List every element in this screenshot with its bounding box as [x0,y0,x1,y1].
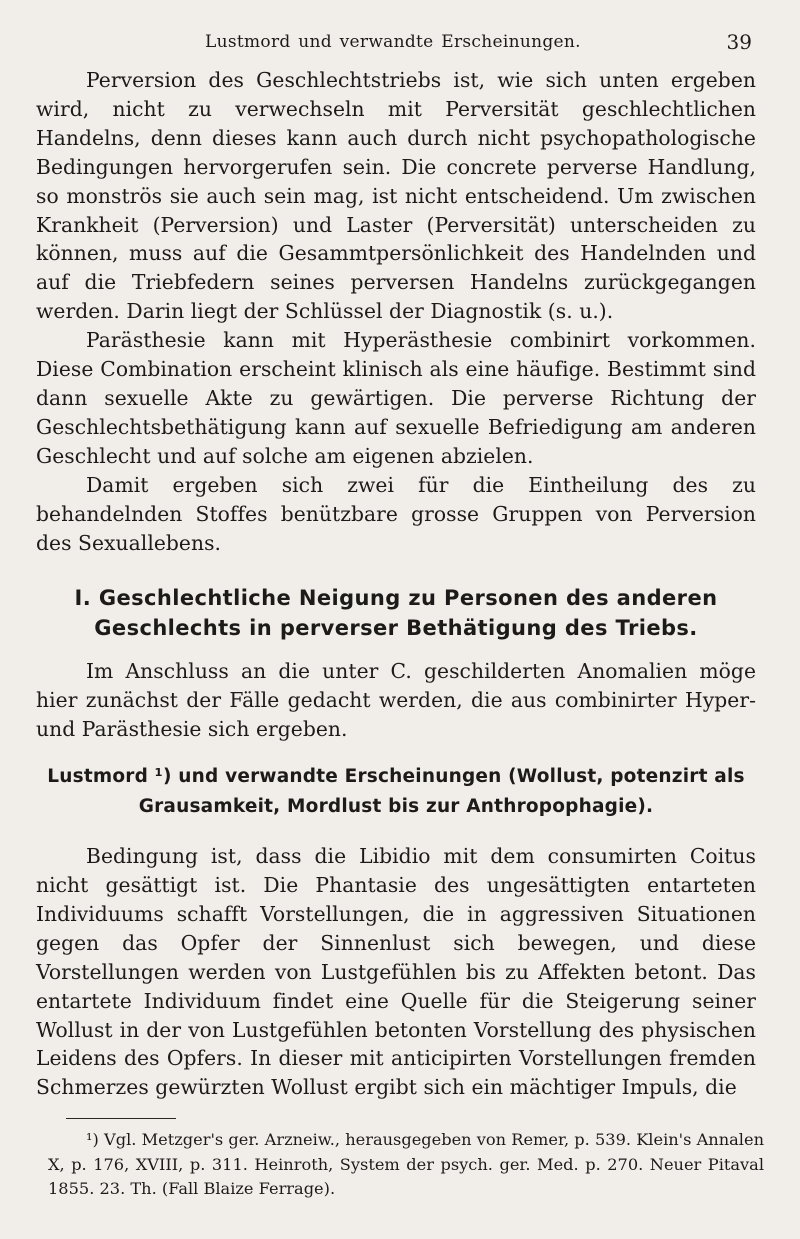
subsection-heading: Lustmord ¹) und verwandte Erscheinungen (Wollust, potenzirt als Grausamkeit, Mordlust bis zur Anthropophagie). [47,766,745,818]
paragraph: Bedingung ist, dass die Libidio mit dem consumirten Coitus nicht gesättigt ist. Die Phantasie des ungesättigten entarteten Individuums schafft Vorstellungen, die in aggressiven Situationen gegen das Opfer der Sinnenlust sich bewegen, und diese Vorstellungen werden von Lustgefühlen bis zu Affekten betont. Das entartete Individuum findet eine Quelle für die Steigerung seiner Wollust in der von Lustgefühlen betonten Vorstellung des physischen Leidens des Opfers. In dieser mit anticipirten Vorstellungen fremden Schmerzes gewürzten Wollust ergibt sich ein mächtiger Impuls, die [36,844,756,1100]
footnote-divider [66,1118,176,1119]
paragraph: Im Anschluss an die unter C. geschilderten Anomalien möge hier zunächst der Fälle gedacht werden, die aus combinirter Hyper- und Parästhesie sich ergeben. [36,659,756,742]
section-heading: I. Geschlechtliche Neigung zu Personen des anderen Geschlechts in perverser Bethätigung des Triebs. [74,586,718,641]
paragraph: Parästhesie kann mit Hyperästhesie combinirt vorkommen. Diese Combination erscheint klinisch als eine häufige. Bestimmt sind dann sexuelle Akte zu gewärtigen. Die perverse Richtung der Geschlechtsbethätigung kann auf sexuelle Befriedigung am anderen Geschlecht und auf solche am eigenen abzielen. [36,328,756,468]
paragraph: Damit ergeben sich zwei für die Eintheilung des zu behandelnden Stoffes benützbare grosse Gruppen von Perversion des Sexuallebens. [36,472,756,555]
footnote-text: Vgl. Metzger's ger. Arzneiw., herausgegeben von Remer, p. 539. Klein's Annalen X, p. 176, XVIII, p. 311. Heinroth, System der psych. ger. Med. p. 270. Neuer Pitaval 1855. 23. Th. (Fall Blaize Ferrage). [48,1130,764,1198]
footnote [48,1128,764,1202]
body-text [36,66,756,1102]
footnote-marker: ¹) [86,1130,99,1149]
paragraph: Perversion des Geschlechtstriebs ist, wie sich unten ergeben wird, nicht zu verwechseln mit Perversität geschlechtlichen Handelns, denn dieses kann auch durch nicht psychopathologische Bedingungen hervorgerufen sein. Die concrete perverse Handlung, so monströs sie auch sein mag, ist nicht entscheidend. Um zwischen Krankheit (Perversion) und Laster (Perversität) unterscheiden zu können, muss auf die Gesammtpersönlichkeit des Handelnden und auf die Triebfedern seines perversen Handelns zurückgegangen werden. Darin liegt der Schlüssel der Diagnostik (s. u.). [36,68,756,324]
running-title: Lustmord und verwandte Erscheinungen. [205,32,581,52]
page-header [0,30,800,58]
page-number: 39 [726,30,752,54]
